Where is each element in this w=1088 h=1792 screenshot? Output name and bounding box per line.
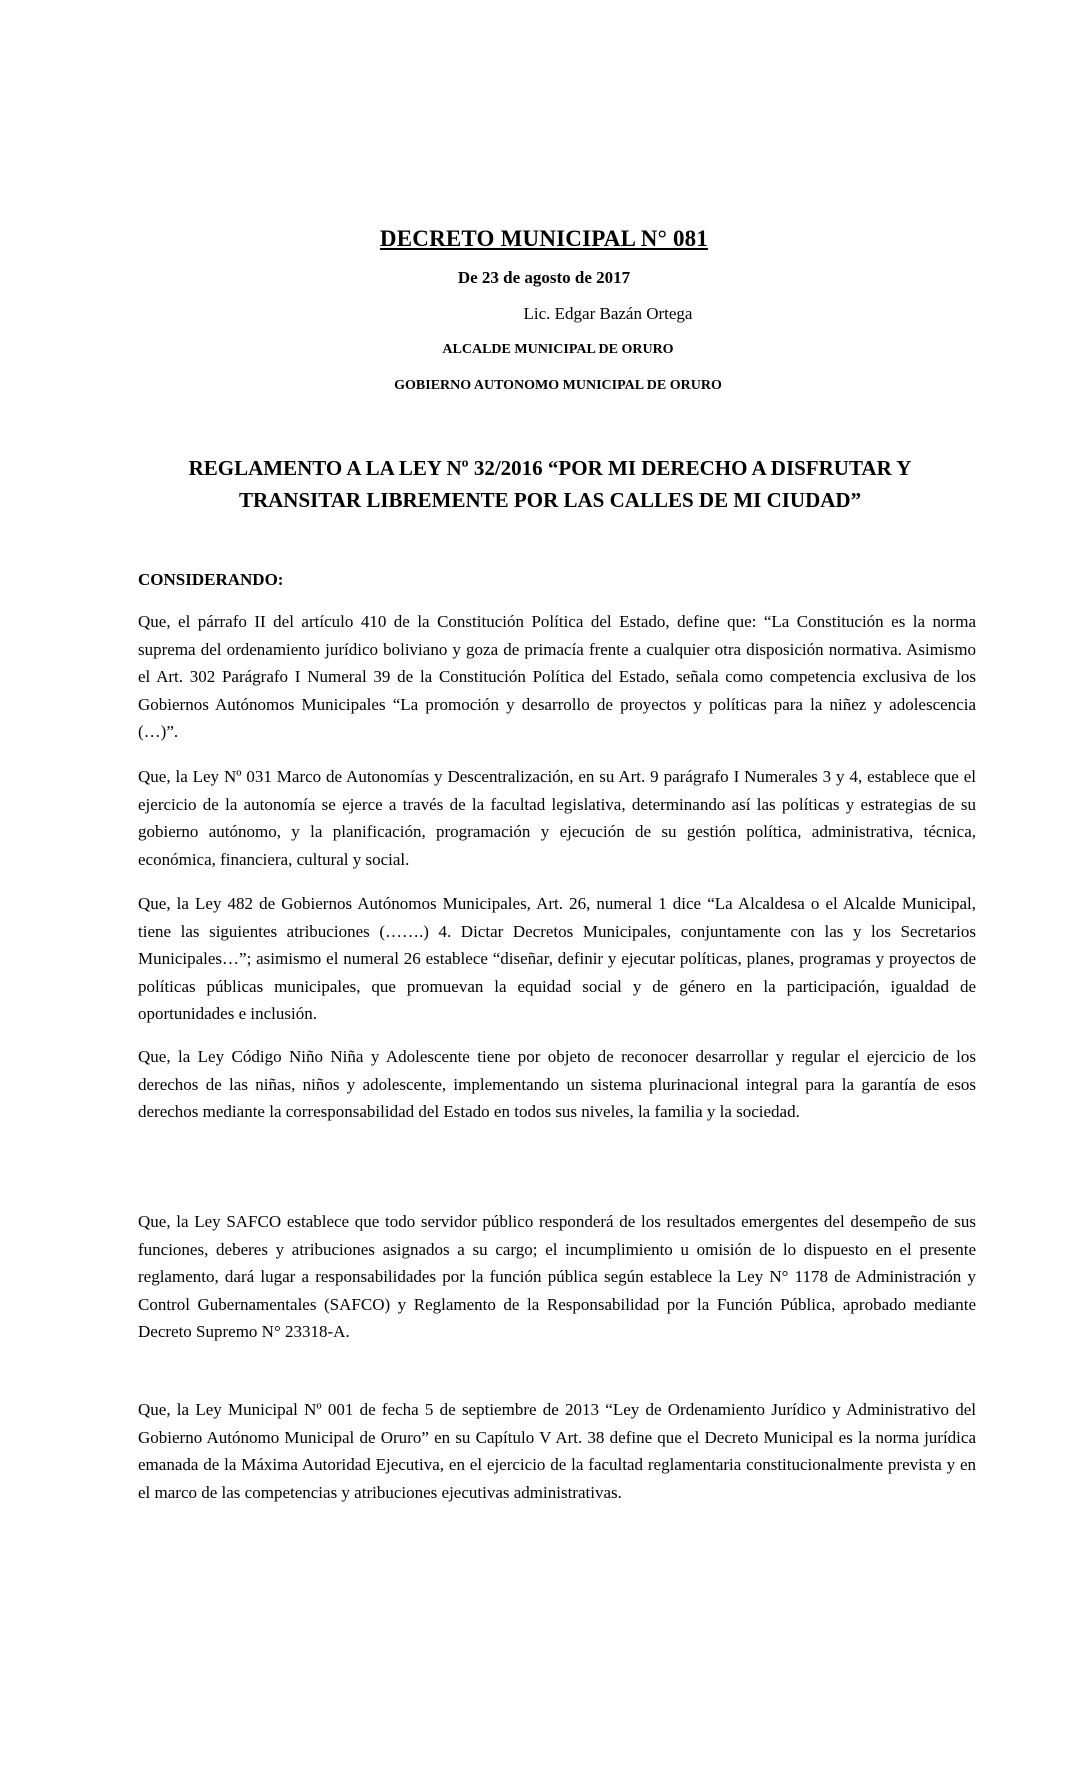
paragraph-constitution: Que, el párrafo II del artículo 410 de la Constitución Política del Estado, define que: “La Constitución es la norma suprema del ordenamiento jurídico boliviano y goza de primacía frente a cualquier otra disposición normativa. Asimismo el Art. 302 Parágrafo I Numeral 39 de la Constitución Política del Estado, señala como competencia exclusiva de los Gobiernos Autónomos Municipales “La promoción y desarrollo de proyectos y políticas para la niñez y adolescencia (…)”. [138,612,976,741]
paragraph-codigo-nino: Que, la Ley Código Niño Niña y Adolescente tiene por objeto de reconocer desarrollar y regular el ejercicio de los derechos de las niñas, niños y adolescente, implementando un sistema plurinacional integral para la garantía de esos derechos mediante la corresponsabilidad del Estado en todos sus niveles, la familia y la sociedad. [138,1047,976,1121]
paragraph-ley-safco: Que, la Ley SAFCO establece que todo servidor público responderá de los resultados emergentes del desempeño de sus funciones, deberes y atribuciones asignados a su cargo; el incumplimiento u omisión de lo dispuesto en el presente reglamento, dará lugar a responsabilidades por la función pública según establece la Ley N° 1178 de Administración y Control Gubernamentales (SAFCO) y Reglamento de la Responsabilidad por la Función Pública, aprobado mediante Decreto Supremo N° 23318-A. [138,1212,976,1341]
decree-date: De 23 de agosto de 2017 [457,268,631,287]
signatory-office: ALCALDE MUNICIPAL DE ORURO [442,342,674,357]
paragraph-ley-482: Que, la Ley 482 de Gobiernos Autónomos Municipales, Art. 26, numeral 1 dice “La Alcaldesa o el Alcalde Municipal, tiene las siguientes atribuciones (…….) 4. Dictar Decretos Municipales, conjuntamente con las y los Secretarios Municipales…”; asimismo el numeral 26 establece “diseñar, definir y ejecutar políticas, planes, programas y proyectos de políticas públicas municipales, que promuevan la equidad social y de género en la participación, igualdad de oportunidades e inclusión. [138,894,976,1023]
government-name: GOBIERNO AUTONOMO MUNICIPAL DE ORURO [394,378,722,393]
paragraph-ley-031: Que, la Ley Nº 031 Marco de Autonomías y Descentralización, en su Art. 9 parágrafo I Numerales 3 y 4, establece que el ejercicio de la autonomía se ejerce a través de la facultad legislativa, determinando así las políticas y estrategias de su gobierno autónomo, y la planificación, programación y ejecución de su gestión política, administrativa, técnica, económica, financiera, cultural y social. [138,767,976,869]
regulation-subtitle: REGLAMENTO A LA LEY Nº 32/2016 “POR MI DERECHO A DISFRUTAR Y TRANSITAR LIBREMENTE POR LAS CALLES DE MI CIUDAD” [188,456,912,512]
signatory-name: Lic. Edgar Bazán Ortega [523,304,693,323]
paragraph-ley-municipal-001: Que, la Ley Municipal Nº 001 de fecha 5 de septiembre de 2013 “Ley de Ordenamiento Jurídico y Administrativo del Gobierno Autónomo Municipal de Oruro” en su Capítulo V Art. 38 define que el Decreto Municipal es la norma jurídica emanada de la Máxima Autoridad Ejecutiva, en el ejercicio de la facultad reglamentaria constitucionalmente prevista y en el marco de las competencias y atribuciones ejecutivas administrativas. [138,1400,976,1502]
decree-title: DECRETO MUNICIPAL N° 081 [379,226,709,251]
section-heading: CONSIDERANDO: [138,570,284,589]
